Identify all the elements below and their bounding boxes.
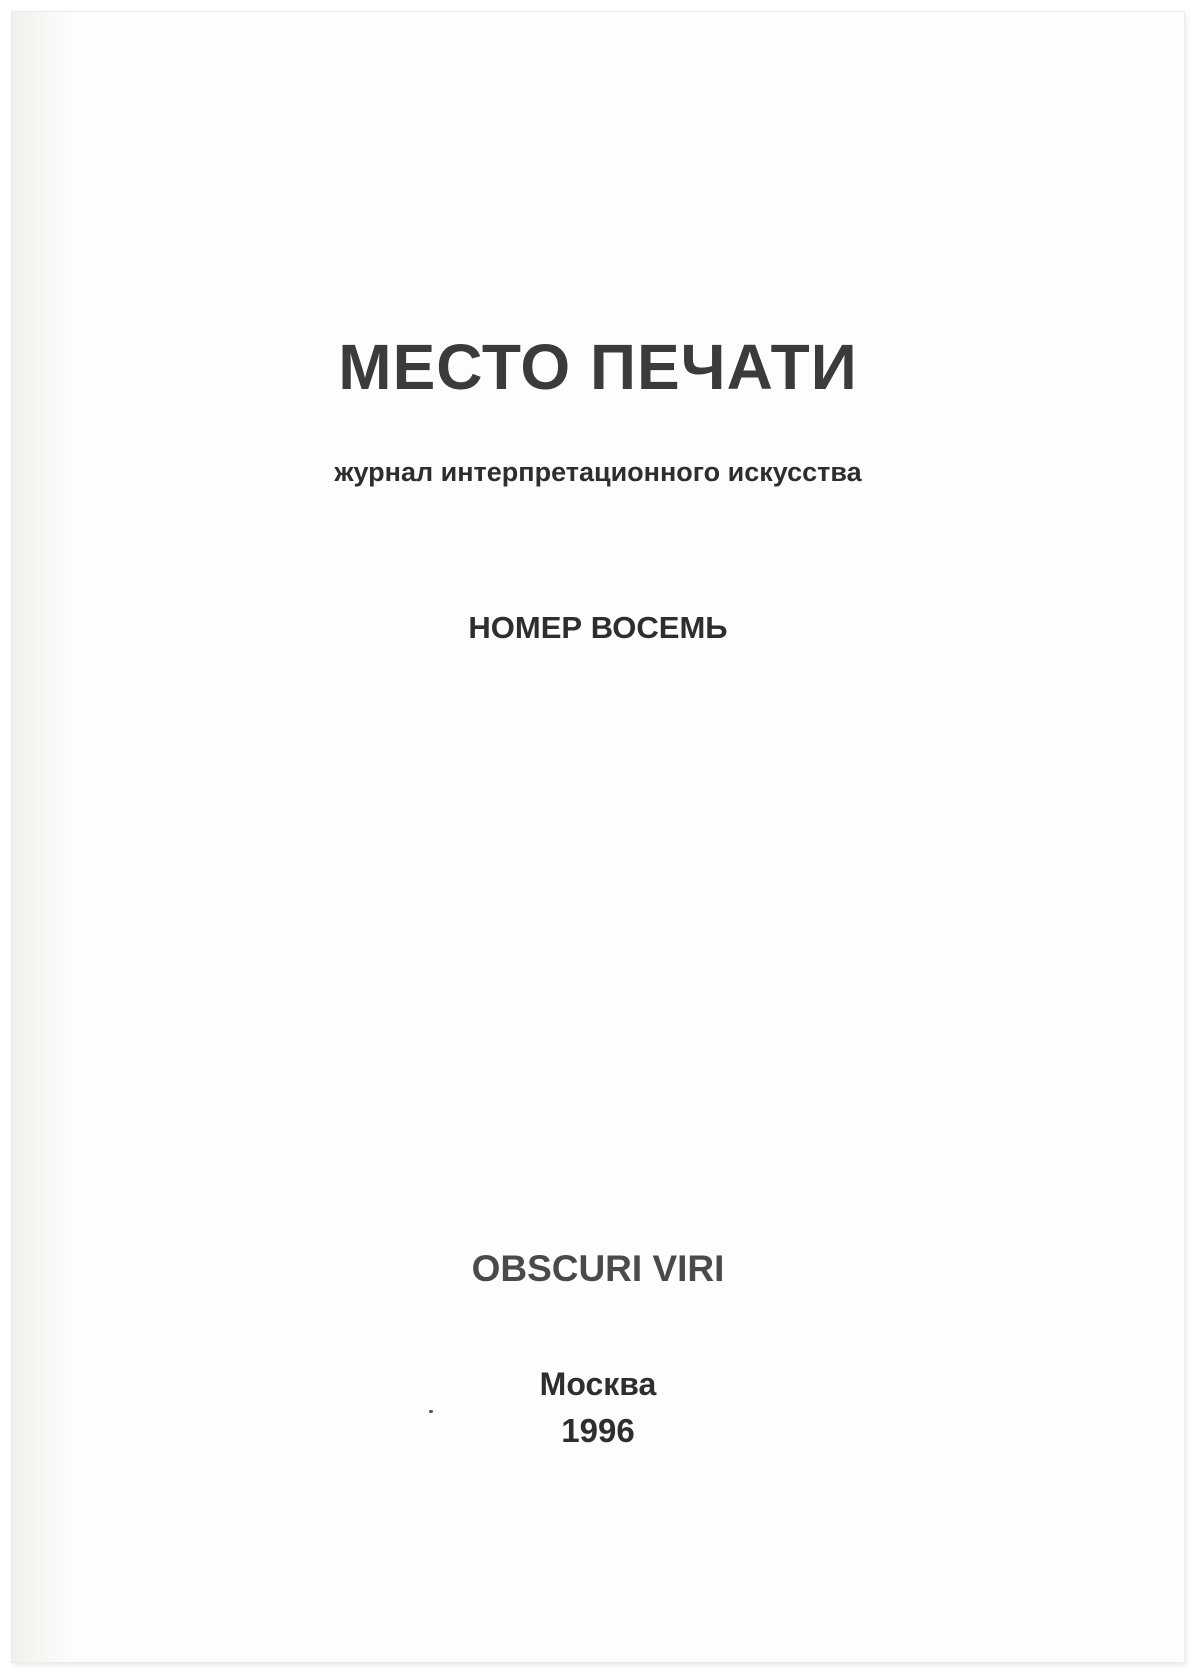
publication-year: 1996 (561, 1412, 635, 1449)
publication-city: Москва (539, 1366, 657, 1402)
issue-number: НОМЕР ВОСЕМЬ (468, 610, 728, 645)
title-page (12, 12, 1184, 1662)
journal-title: МЕСТО ПЕЧАТИ (338, 331, 858, 403)
ink-speck (429, 1410, 433, 1413)
publisher-name: OBSCURI VIRI (471, 1248, 725, 1289)
journal-subtitle: журнал интерпретационного искусства (334, 457, 862, 487)
